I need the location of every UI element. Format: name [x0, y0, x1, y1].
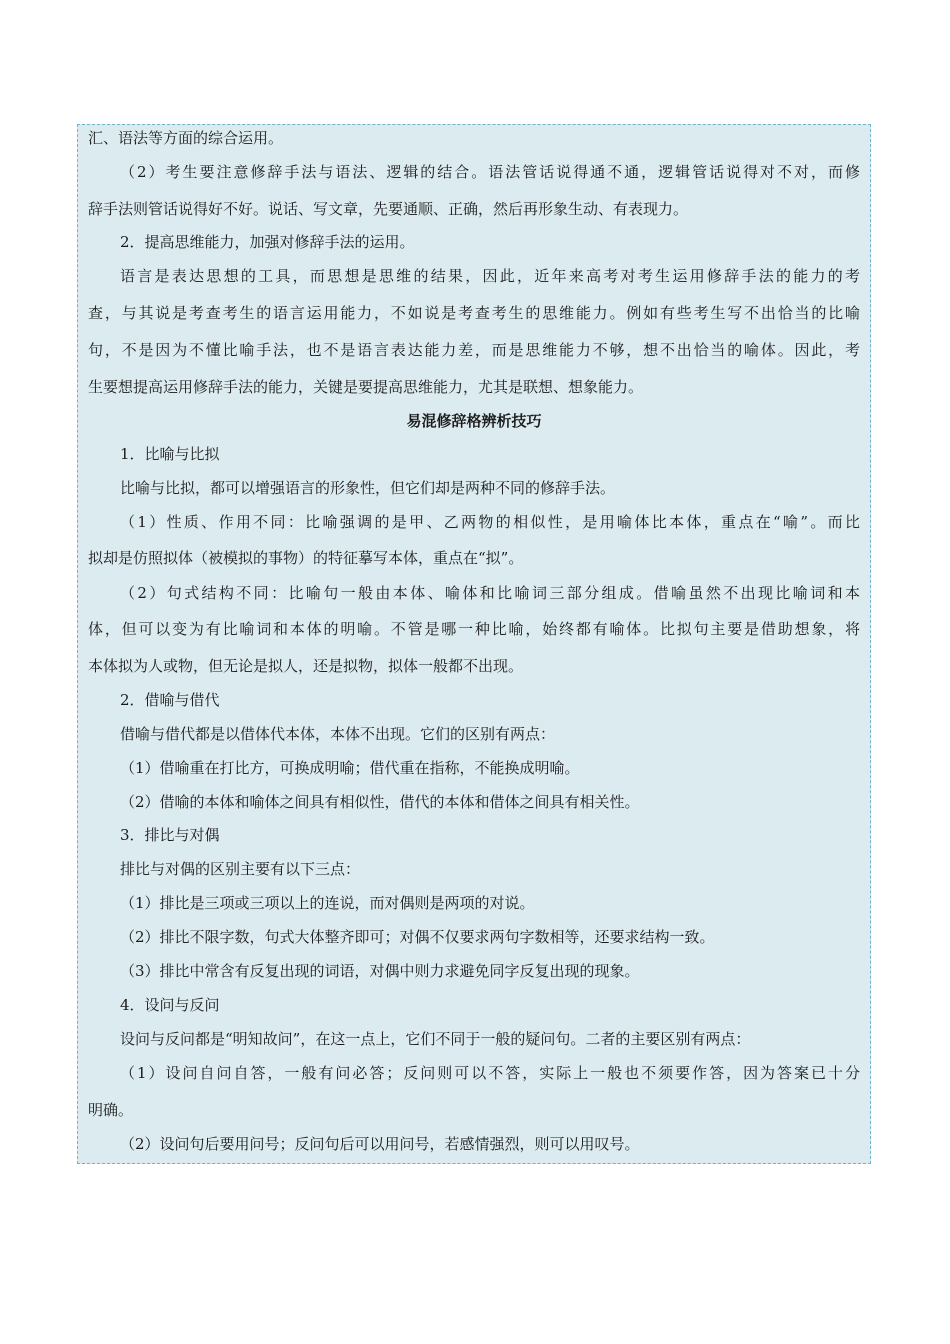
paragraph-line: 借喻与借代都是以借体代本体，本体不出现。它们的区别有两点： — [120, 725, 556, 743]
section-title: 易混修辞格辨析技巧 — [406, 412, 542, 430]
paragraph-line: （2）设问句后要用问号；反问句后可以用问号，若感情强烈，则可以用叹号。 — [120, 1135, 640, 1153]
paragraph-line: （2）句式结构不同：比喻句一般由本体、喻体和比喻词三部分组成。借喻虽然不出现比喻词和本 — [120, 584, 860, 602]
paragraph-line: （2）考生要注意修辞手法与语法、逻辑的结合。语法管话说得通不通，逻辑管话说得对不对，而修 — [120, 163, 860, 181]
numbered-heading: 2．提高思维能力，加强对修辞手法的运用。 — [120, 233, 415, 251]
paragraph-line: （3）排比中常含有反复出现的词语，对偶中则力求避免同字反复出现的现象。 — [120, 962, 640, 980]
numbered-heading: 2．借喻与借代 — [120, 691, 220, 709]
paragraph-line: 设问与反问都是“明知故问”，在这一点上，它们不同于一般的疑问句。二者的主要区别有两点： — [120, 1030, 751, 1048]
paragraph-line: 句，不是因为不懂比喻手法，也不是语言表达能力差，而是思维能力不够，想不出恰当的喻体。因此，考 — [88, 341, 860, 359]
numbered-heading: 4．设问与反问 — [120, 996, 220, 1014]
paragraph-line: （1）借喻重在打比方，可换成明喻；借代重在指称，不能换成明喻。 — [120, 759, 580, 777]
paragraph-line: 辞手法则管话说得好不好。说话、写文章，先要通顺、正确，然后再形象生动、有表现力。 — [88, 200, 689, 218]
paragraph-line: （1）设问自问自答，一般有问必答；反问则可以不答，实际上一般也不须要作答，因为答案已十分 — [120, 1064, 860, 1082]
paragraph-line: （2）借喻的本体和喻体之间具有相似性，借代的本体和借体之间具有相关性。 — [120, 793, 640, 811]
paragraph-line: 比喻与比拟，都可以增强语言的形象性，但它们却是两种不同的修辞手法。 — [120, 479, 616, 497]
paragraph-line: 语言是表达思想的工具，而思想是思维的结果，因此，近年来高考对考生运用修辞手法的能力的考 — [120, 267, 860, 285]
paragraph-line: 汇、语法等方面的综合运用。 — [88, 129, 284, 147]
paragraph-line: （2）排比不限字数，句式大体整齐即可；对偶不仅要求两句字数相等，还要求结构一致。 — [120, 928, 715, 946]
paragraph-line: 明确。 — [88, 1101, 134, 1119]
content-box — [77, 124, 871, 1164]
paragraph-line: （1）性质、作用不同：比喻强调的是甲、乙两物的相似性，是用喻体比本体，重点在“喻”。而比 — [120, 513, 860, 531]
numbered-heading: 3．排比与对偶 — [120, 826, 220, 844]
paragraph-line: 拟却是仿照拟体（被模拟的事物）的特征摹写本体，重点在“拟”。 — [88, 549, 524, 567]
paragraph-line: （1）排比是三项或三项以上的连说，而对偶则是两项的对说。 — [120, 894, 535, 912]
numbered-heading: 1．比喻与比拟 — [120, 445, 220, 463]
paragraph-line: 查，与其说是考查考生的语言运用能力，不如说是考查考生的思维能力。例如有些考生写不出恰当的比喻 — [88, 304, 860, 322]
paragraph-line: 排比与对偶的区别主要有以下三点： — [120, 860, 361, 878]
paragraph-line: 本体拟为人或物，但无论是拟人，还是拟物，拟体一般都不出现。 — [88, 657, 524, 675]
paragraph-line: 体，但可以变为有比喻词和本体的明喻。不管是哪一种比喻，始终都有喻体。比拟句主要是借助想象，将 — [88, 620, 860, 638]
paragraph-line: 生要想提高运用修辞手法的能力，关键是要提高思维能力，尤其是联想、想象能力。 — [88, 378, 644, 396]
